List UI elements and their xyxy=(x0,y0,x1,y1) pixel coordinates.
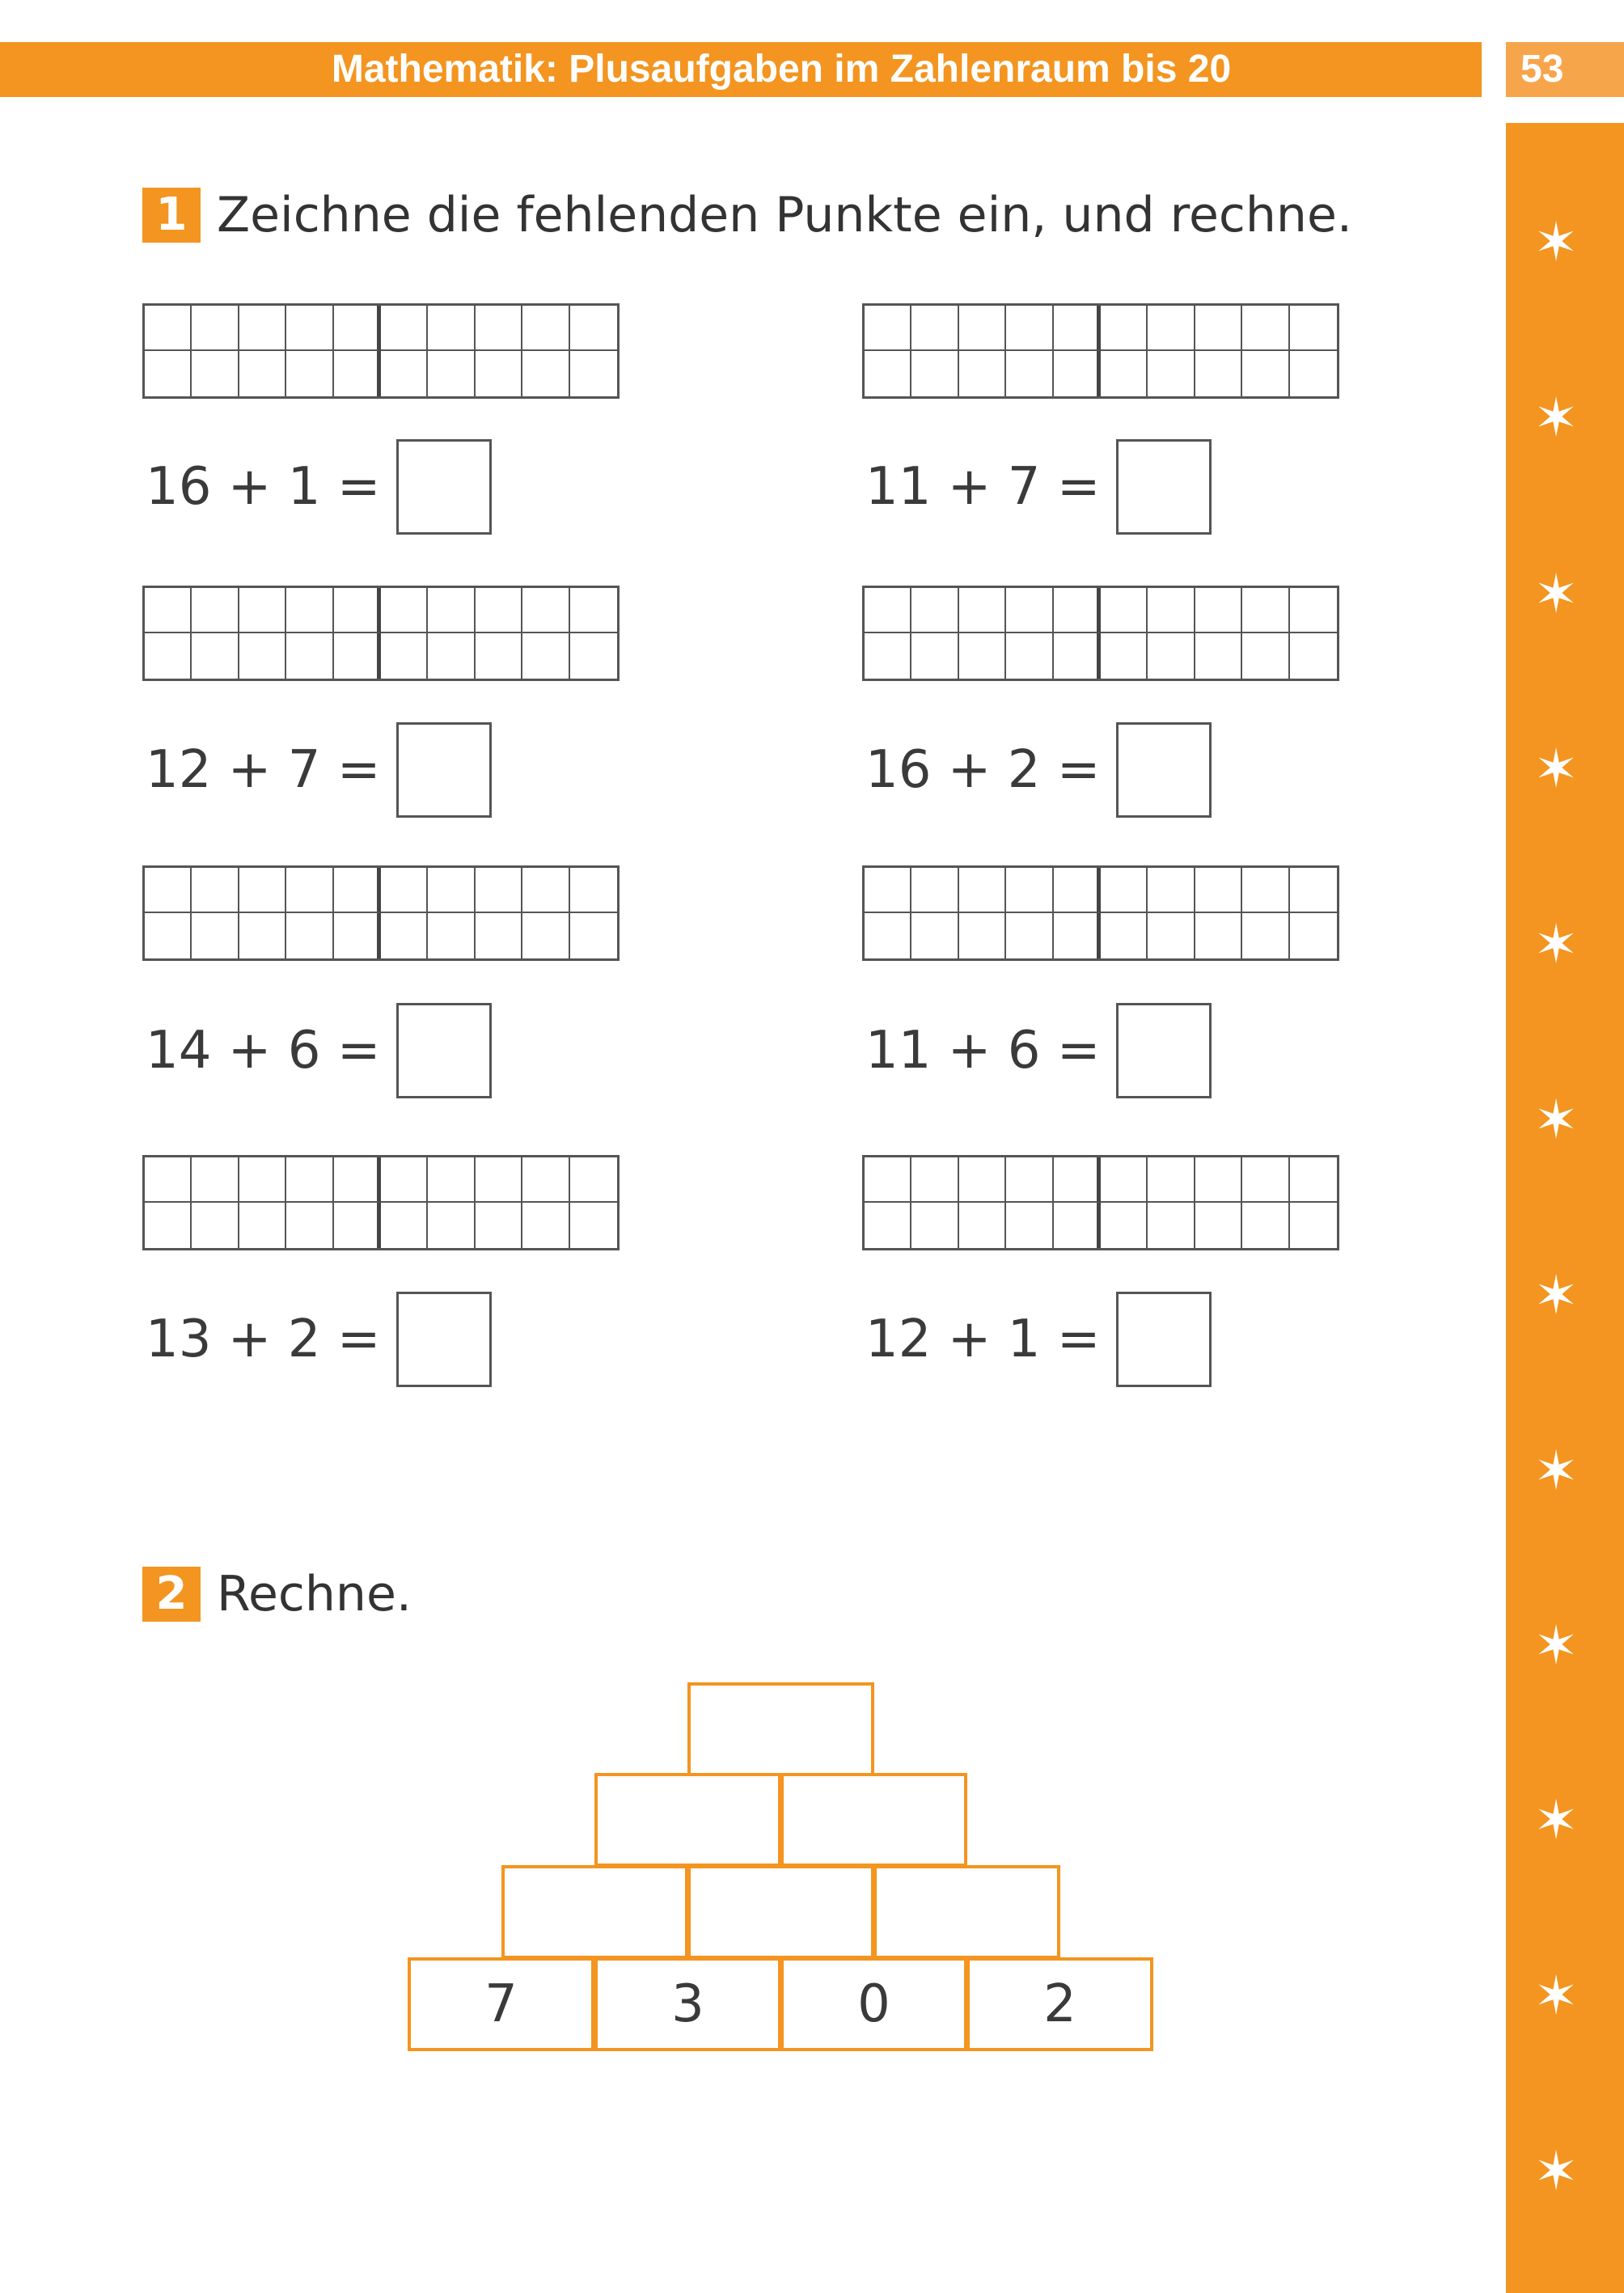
frame-cell[interactable] xyxy=(145,351,192,396)
frame-cell[interactable] xyxy=(1101,351,1148,396)
side-strip xyxy=(1506,123,1624,2293)
pyramid-brick[interactable] xyxy=(687,1682,874,1776)
frame-cell[interactable] xyxy=(959,1157,1006,1203)
frame-cell[interactable] xyxy=(959,588,1006,633)
equation: 11 + 7 = xyxy=(865,457,1101,517)
frame-cell[interactable] xyxy=(865,351,911,396)
twenty-frame[interactable] xyxy=(862,1155,1339,1250)
pyramid-brick[interactable] xyxy=(594,1773,781,1867)
frame-cell[interactable] xyxy=(334,588,381,633)
frame-cell[interactable] xyxy=(1054,913,1101,958)
star-icon: ✶ xyxy=(1533,563,1579,625)
frame-cell[interactable] xyxy=(428,588,475,633)
star-icon: ✶ xyxy=(1533,2140,1579,2202)
frame-cell[interactable] xyxy=(239,306,286,351)
frame-cell[interactable] xyxy=(1006,913,1053,958)
star-icon: ✶ xyxy=(1533,1264,1579,1326)
frame-cell[interactable] xyxy=(239,1203,286,1248)
frame-cell[interactable] xyxy=(428,633,475,679)
frame-cell[interactable] xyxy=(1242,306,1289,351)
task-number: 1 xyxy=(142,188,201,243)
frame-cell[interactable] xyxy=(1148,1203,1195,1248)
frame-cell[interactable] xyxy=(1006,1203,1053,1248)
task-1-heading xyxy=(142,188,1352,243)
page-title: Mathematik: Plusaufgaben im Zahlenraum bis 20 xyxy=(331,48,1232,91)
page-number: 53 xyxy=(1506,42,1624,97)
frame-cell[interactable] xyxy=(911,868,958,913)
frame-cell[interactable] xyxy=(476,1203,522,1248)
frame-cell[interactable] xyxy=(286,306,333,351)
frame-cell[interactable] xyxy=(428,1203,475,1248)
frame-cell[interactable] xyxy=(1148,588,1195,633)
frame-cell[interactable] xyxy=(959,1203,1006,1248)
task-number: 2 xyxy=(142,1567,201,1622)
frame-cell[interactable] xyxy=(1148,306,1195,351)
twenty-frame[interactable] xyxy=(862,865,1339,961)
frame-cell[interactable] xyxy=(145,633,192,679)
frame-cell[interactable] xyxy=(286,913,333,958)
equation: 16 + 2 = xyxy=(865,740,1101,800)
frame-cell[interactable] xyxy=(381,306,428,351)
frame-cell[interactable] xyxy=(286,633,333,679)
frame-cell[interactable] xyxy=(381,351,428,396)
frame-cell[interactable] xyxy=(145,1203,192,1248)
frame-cell[interactable] xyxy=(286,588,333,633)
frame-cell[interactable] xyxy=(428,306,475,351)
frame-cell[interactable] xyxy=(522,351,569,396)
frame-cell[interactable] xyxy=(911,306,958,351)
answer-box[interactable] xyxy=(1116,1003,1212,1098)
answer-box[interactable] xyxy=(396,439,492,535)
frame-cell[interactable] xyxy=(286,1203,333,1248)
frame-cell[interactable] xyxy=(1242,913,1289,958)
frame-cell[interactable] xyxy=(1195,633,1242,679)
header-bar xyxy=(0,42,1482,97)
frame-cell[interactable] xyxy=(476,351,522,396)
frame-cell[interactable] xyxy=(1006,868,1053,913)
frame-cell[interactable] xyxy=(1006,351,1053,396)
frame-cell[interactable] xyxy=(570,588,617,633)
frame-cell[interactable] xyxy=(192,588,239,633)
frame-cell[interactable] xyxy=(476,868,522,913)
twenty-frame[interactable] xyxy=(142,1155,620,1250)
frame-cell[interactable] xyxy=(381,913,428,958)
frame-cell[interactable] xyxy=(145,306,192,351)
frame-cell[interactable] xyxy=(1242,1203,1289,1248)
frame-cell[interactable] xyxy=(1006,633,1053,679)
frame-cell[interactable] xyxy=(239,868,286,913)
frame-cell[interactable] xyxy=(1054,868,1101,913)
frame-cell[interactable] xyxy=(1054,306,1101,351)
frame-cell[interactable] xyxy=(334,868,381,913)
frame-cell[interactable] xyxy=(865,588,911,633)
frame-cell[interactable] xyxy=(476,588,522,633)
frame-cell[interactable] xyxy=(1195,1157,1242,1203)
frame-cell[interactable] xyxy=(911,1157,958,1203)
frame-cell[interactable] xyxy=(1290,1157,1337,1203)
frame-cell[interactable] xyxy=(428,1157,475,1203)
answer-box[interactable] xyxy=(396,1003,492,1098)
frame-cell[interactable] xyxy=(428,351,475,396)
frame-cell[interactable] xyxy=(570,868,617,913)
frame-cell[interactable] xyxy=(522,588,569,633)
frame-cell[interactable] xyxy=(381,1157,428,1203)
frame-cell[interactable] xyxy=(145,913,192,958)
frame-cell[interactable] xyxy=(192,1203,239,1248)
frame-cell[interactable] xyxy=(1195,351,1242,396)
frame-cell[interactable] xyxy=(286,1157,333,1203)
task-2-heading xyxy=(142,1567,412,1622)
frame-cell[interactable] xyxy=(476,1157,522,1203)
frame-cell[interactable] xyxy=(1054,1203,1101,1248)
frame-cell[interactable] xyxy=(522,1203,569,1248)
task-instruction: Zeichne die fehlenden Punkte ein, und rechne. xyxy=(217,187,1352,243)
frame-cell[interactable] xyxy=(865,1157,911,1203)
frame-cell[interactable] xyxy=(1148,913,1195,958)
frame-cell[interactable] xyxy=(911,1203,958,1248)
answer-box[interactable] xyxy=(396,1292,492,1387)
frame-cell[interactable] xyxy=(192,1157,239,1203)
frame-cell[interactable] xyxy=(570,1203,617,1248)
frame-cell[interactable] xyxy=(911,633,958,679)
frame-cell[interactable] xyxy=(1290,588,1337,633)
frame-cell[interactable] xyxy=(1148,351,1195,396)
frame-cell[interactable] xyxy=(911,588,958,633)
star-icon: ✶ xyxy=(1533,1614,1579,1677)
star-icon: ✶ xyxy=(1533,738,1579,800)
frame-cell[interactable] xyxy=(1290,351,1337,396)
pyramid-brick[interactable] xyxy=(501,1865,688,1959)
frame-cell[interactable] xyxy=(239,351,286,396)
frame-cell[interactable] xyxy=(1242,351,1289,396)
frame-cell[interactable] xyxy=(334,633,381,679)
frame-cell[interactable] xyxy=(570,913,617,958)
frame-cell[interactable] xyxy=(1054,633,1101,679)
frame-cell[interactable] xyxy=(239,633,286,679)
frame-cell[interactable] xyxy=(192,913,239,958)
frame-cell[interactable] xyxy=(865,868,911,913)
frame-cell[interactable] xyxy=(1006,306,1053,351)
pyramid-base-brick: 7 xyxy=(408,1957,594,2051)
equation: 13 + 2 = xyxy=(146,1309,381,1369)
twenty-frame[interactable] xyxy=(142,865,620,961)
frame-cell[interactable] xyxy=(1101,1157,1148,1203)
star-icon: ✶ xyxy=(1533,1089,1579,1151)
frame-cell[interactable] xyxy=(428,913,475,958)
twenty-frame[interactable] xyxy=(862,303,1339,399)
frame-cell[interactable] xyxy=(959,306,1006,351)
frame-cell[interactable] xyxy=(1101,588,1148,633)
frame-cell[interactable] xyxy=(1195,1203,1242,1248)
frame-cell[interactable] xyxy=(1006,1157,1053,1203)
pyramid-base-brick: 3 xyxy=(594,1957,781,2051)
frame-cell[interactable] xyxy=(1148,1157,1195,1203)
frame-cell[interactable] xyxy=(1101,913,1148,958)
frame-cell[interactable] xyxy=(239,913,286,958)
frame-cell[interactable] xyxy=(1195,913,1242,958)
frame-cell[interactable] xyxy=(1242,633,1289,679)
frame-cell[interactable] xyxy=(192,868,239,913)
frame-cell[interactable] xyxy=(522,1157,569,1203)
star-icon: ✶ xyxy=(1533,1440,1579,1502)
pyramid-base-brick: 2 xyxy=(966,1957,1153,2051)
frame-cell[interactable] xyxy=(428,868,475,913)
frame-cell[interactable] xyxy=(334,1157,381,1203)
frame-cell[interactable] xyxy=(381,633,428,679)
pyramid-base-brick: 0 xyxy=(780,1957,967,2051)
frame-cell[interactable] xyxy=(1054,1157,1101,1203)
twenty-frame[interactable] xyxy=(142,586,620,681)
frame-cell[interactable] xyxy=(959,633,1006,679)
frame-cell[interactable] xyxy=(522,306,569,351)
answer-box[interactable] xyxy=(396,722,492,818)
frame-cell[interactable] xyxy=(865,913,911,958)
frame-cell[interactable] xyxy=(239,588,286,633)
frame-cell[interactable] xyxy=(1101,306,1148,351)
frame-cell[interactable] xyxy=(522,633,569,679)
frame-cell[interactable] xyxy=(1195,306,1242,351)
twenty-frame[interactable] xyxy=(142,303,620,399)
star-icon: ✶ xyxy=(1533,913,1579,975)
frame-cell[interactable] xyxy=(570,1157,617,1203)
pyramid-brick[interactable] xyxy=(687,1865,874,1959)
equation: 14 + 6 = xyxy=(146,1021,381,1081)
answer-box[interactable] xyxy=(1116,439,1212,535)
frame-cell[interactable] xyxy=(1242,1157,1289,1203)
equation: 11 + 6 = xyxy=(865,1021,1101,1081)
frame-cell[interactable] xyxy=(1101,868,1148,913)
frame-cell[interactable] xyxy=(1242,588,1289,633)
frame-cell[interactable] xyxy=(1290,633,1337,679)
star-icon: ✶ xyxy=(1533,387,1579,449)
frame-cell[interactable] xyxy=(145,588,192,633)
frame-cell[interactable] xyxy=(1101,1203,1148,1248)
frame-cell[interactable] xyxy=(286,351,333,396)
star-icon: ✶ xyxy=(1533,1965,1579,2027)
frame-cell[interactable] xyxy=(1290,913,1337,958)
frame-cell[interactable] xyxy=(911,351,958,396)
frame-cell[interactable] xyxy=(570,306,617,351)
frame-cell[interactable] xyxy=(1101,633,1148,679)
answer-box[interactable] xyxy=(1116,722,1212,818)
frame-cell[interactable] xyxy=(476,306,522,351)
frame-cell[interactable] xyxy=(145,1157,192,1203)
frame-cell[interactable] xyxy=(959,913,1006,958)
equation: 12 + 1 = xyxy=(865,1309,1101,1369)
frame-cell[interactable] xyxy=(522,913,569,958)
equation: 12 + 7 = xyxy=(146,740,381,800)
pyramid-brick[interactable] xyxy=(873,1865,1060,1959)
frame-cell[interactable] xyxy=(865,633,911,679)
frame-cell[interactable] xyxy=(1290,1203,1337,1248)
frame-cell[interactable] xyxy=(570,351,617,396)
frame-cell[interactable] xyxy=(239,1157,286,1203)
frame-cell[interactable] xyxy=(334,351,381,396)
frame-cell[interactable] xyxy=(1290,306,1337,351)
frame-cell[interactable] xyxy=(476,913,522,958)
frame-cell[interactable] xyxy=(570,633,617,679)
equation: 16 + 1 = xyxy=(146,457,381,517)
frame-cell[interactable] xyxy=(1148,633,1195,679)
frame-cell[interactable] xyxy=(286,868,333,913)
frame-cell[interactable] xyxy=(476,633,522,679)
frame-cell[interactable] xyxy=(1148,868,1195,913)
pyramid-brick[interactable] xyxy=(780,1773,967,1867)
frame-cell[interactable] xyxy=(1054,588,1101,633)
frame-cell[interactable] xyxy=(522,868,569,913)
frame-cell[interactable] xyxy=(1195,588,1242,633)
frame-cell[interactable] xyxy=(865,306,911,351)
frame-cell[interactable] xyxy=(381,1203,428,1248)
frame-cell[interactable] xyxy=(192,633,239,679)
frame-cell[interactable] xyxy=(1054,351,1101,396)
answer-box[interactable] xyxy=(1116,1292,1212,1387)
frame-cell[interactable] xyxy=(334,306,381,351)
frame-cell[interactable] xyxy=(334,1203,381,1248)
frame-cell[interactable] xyxy=(192,351,239,396)
frame-cell[interactable] xyxy=(381,868,428,913)
frame-cell[interactable] xyxy=(959,868,1006,913)
frame-cell[interactable] xyxy=(1195,868,1242,913)
frame-cell[interactable] xyxy=(1006,588,1053,633)
frame-cell[interactable] xyxy=(334,913,381,958)
twenty-frame[interactable] xyxy=(862,586,1339,681)
frame-cell[interactable] xyxy=(192,306,239,351)
frame-cell[interactable] xyxy=(1290,868,1337,913)
task-instruction: Rechne. xyxy=(217,1566,412,1622)
frame-cell[interactable] xyxy=(911,913,958,958)
frame-cell[interactable] xyxy=(145,868,192,913)
star-icon: ✶ xyxy=(1533,211,1579,273)
frame-cell[interactable] xyxy=(381,588,428,633)
frame-cell[interactable] xyxy=(959,351,1006,396)
frame-cell[interactable] xyxy=(1242,868,1289,913)
star-icon: ✶ xyxy=(1533,1789,1579,1851)
frame-cell[interactable] xyxy=(865,1203,911,1248)
